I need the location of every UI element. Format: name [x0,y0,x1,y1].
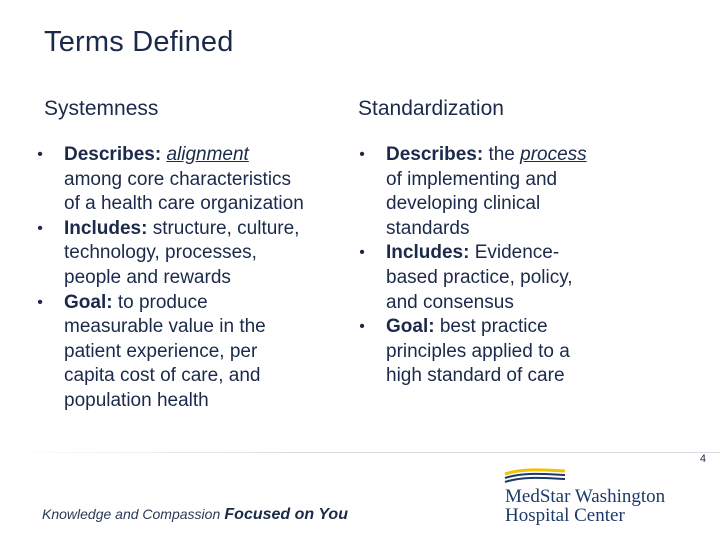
systemness-bullet-list [30,143,360,414]
bullet-emphasis: process [520,144,587,165]
bullet-text: the [488,144,515,165]
footer-tagline [42,506,348,524]
logo-line-2: Hospital Center [505,505,625,526]
bullet-dot-icon: • [359,244,365,262]
bullet-line: population health [64,389,209,411]
bullet-label: Describes: [386,144,484,165]
bullet-label: Goal: [64,291,113,313]
column-heading-standardization: Standardization [358,97,504,120]
footer-divider [0,452,720,453]
bullet-item [352,315,642,389]
bullet-label: Describes: [64,144,162,165]
bullet-line: principles applied to a [386,340,570,362]
bullet-line: patient experience, per [64,340,258,362]
bullet-line: of a health care organization [64,193,304,215]
bullet-item [30,291,360,414]
bullet-line: standards [386,217,470,239]
bullet-line: high standard of care [386,365,565,387]
bullet-item [30,143,360,217]
slide-number: 4 [699,453,706,465]
bullet-dot-icon: • [359,146,365,163]
bullet-label: Goal: [386,316,435,338]
column-heading-systemness: Systemness [44,97,159,120]
tagline-light-text: Knowledge and Compassion [42,506,221,522]
standardization-bullet-list [352,143,642,389]
medstar-wave-icon [503,468,567,486]
bullet-item [30,217,360,291]
medstar-logo [503,468,703,528]
tagline-bold-text: Focused on You [224,506,348,523]
bullet-label: Includes: [64,217,148,239]
bullet-line: developing clinical [386,193,541,215]
bullet-emphasis: alignment [166,144,249,165]
bullet-line: measurable value in the [64,316,266,338]
bullet-dot-icon: • [359,318,365,336]
bullet-line: technology, processes, [64,242,257,264]
logo-line-1: MedStar Washington [505,486,666,507]
bullet-dot-icon: • [37,293,43,311]
bullet-item [352,143,642,241]
bullet-line: capita cost of care, and [64,365,261,387]
bullet-line: among core characteristics [64,168,292,190]
bullet-item [352,241,642,315]
bullet-line: based practice, policy, [386,266,573,288]
bullet-line: of implementing and [386,168,558,190]
bullet-dot-icon: • [37,146,43,163]
bullet-label: Includes: [386,242,470,264]
slide-title: Terms Defined [44,26,234,58]
bullet-dot-icon: • [37,219,43,237]
bullet-text: best practice [439,316,548,338]
bullet-text: Evidence- [474,242,560,264]
bullet-text: structure, culture, [152,217,300,239]
bullet-line: people and rewards [64,266,231,288]
bullet-text: to produce [117,291,208,313]
bullet-line: and consensus [386,291,514,313]
